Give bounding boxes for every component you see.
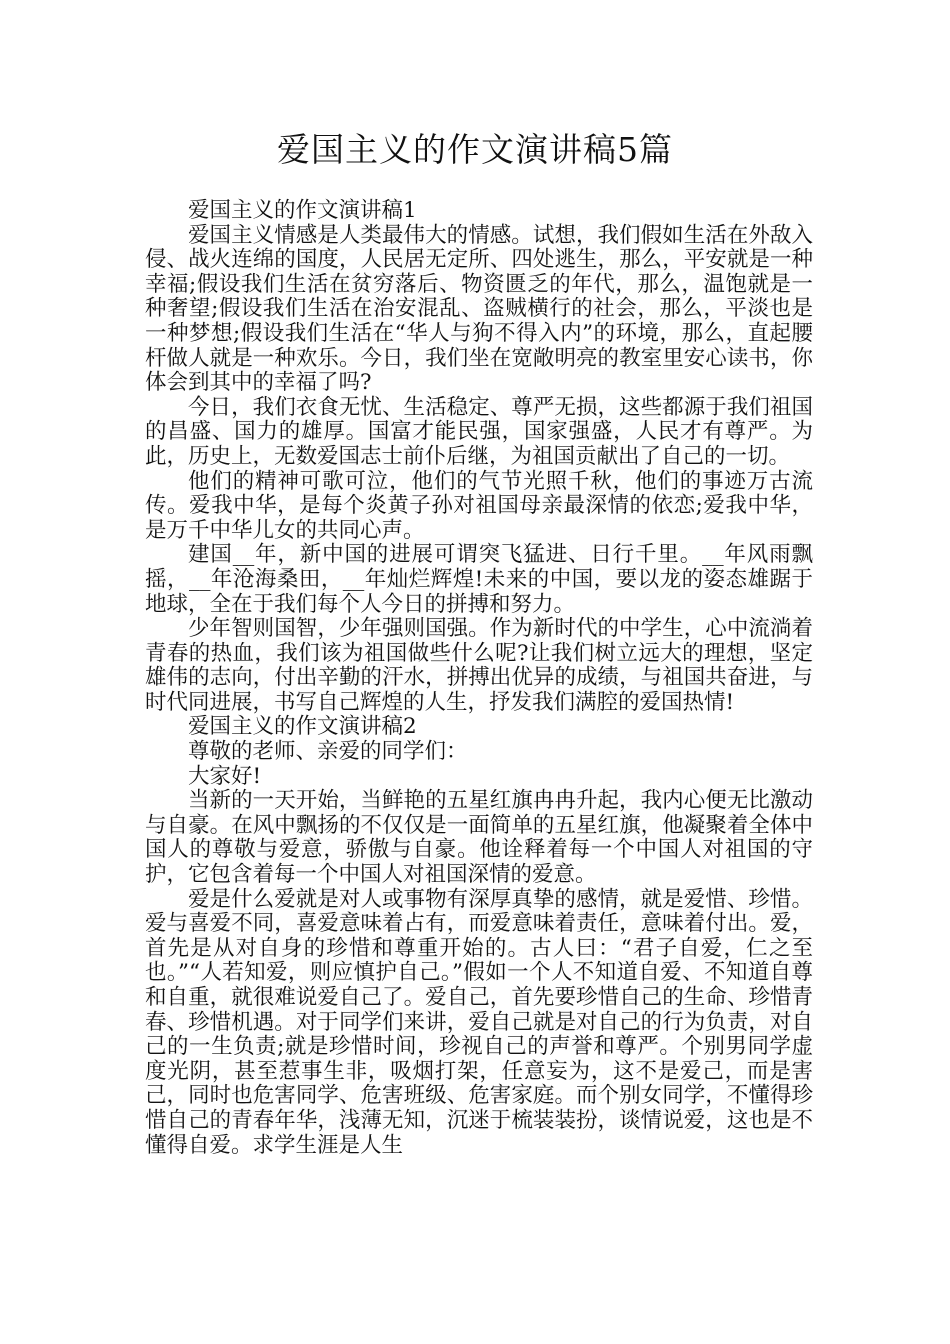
document-title: 爱国主义的作文演讲稿5篇 bbox=[277, 130, 673, 169]
paragraph: 爱国主义情感是人类最伟大的情感。试想，我们假如生活在外敌入侵、战火连绵的国度，人民居无定所、四处逃生，那么，平安就是一种幸福;假设我们生活在贫穷落后、物资匮乏的年代，那么，温饱就是一种奢望;假设我们生活在治安混乱、盗贼横行的社会，那么，平淡也是一种梦想;假设我们生活在“华人与狗不得入内”的环境，那么，直起腰杆做人就是一种欢乐。今日，我们坐在宽敞明亮的教室里安心读书，你体会到其中的幸福了吗? bbox=[145, 222, 813, 396]
section-heading-1: 爱国主义的作文演讲稿1 bbox=[188, 198, 417, 223]
paragraph: 当新的一天开始，当鲜艳的五星红旗冉冉升起，我内心便无比激动与自豪。在风中飘扬的不仅仅是一面简单的五星红旗，他凝聚着全体中国人的尊敬与爱意，骄傲与自豪。他诠释着每一个中国人对祖国的守护，它包含着每一个中国人对祖国深情的爱意。 bbox=[145, 788, 813, 888]
paragraph: 他们的精神可歌可泣，他们的气节光照千秋，他们的事迹万古流传。爱我中华，是每个炎黄子孙对祖国母亲最深情的依恋;爱我中华，是万千中华儿女的共同心声。 bbox=[145, 468, 813, 543]
paragraph: 少年智则国智，少年强则国强。作为新时代的中学生，心中流淌着青春的热血，我们该为祖国做些什么呢?让我们树立远大的理想，坚定雄伟的志向，付出辛勤的汗水，拼搏出优异的成绩，与祖国共奋进，与时代同进展，书写自己辉煌的人生，抒发我们满腔的爱国热情! bbox=[145, 616, 813, 715]
paragraph: 今日，我们衣食无忧、生活稳定、尊严无损，这些都源于我们祖国的昌盛、国力的雄厚。国富才能民强，国家强盛，人民才有尊严。为此，历史上，无数爱国志士前仆后继，为祖国贡献出了自己的一切。 bbox=[145, 394, 813, 469]
document-body bbox=[145, 199, 813, 1158]
paragraph: 建国__年，新中国的进展可谓突飞猛进、日行千里。__年风雨飘摇，__年沧海桑田，__年灿烂辉煌!未来的中国，要以龙的姿态雄踞于地球，全在于我们每个人今日的拼搏和努力。 bbox=[145, 542, 813, 617]
paragraph: 爱是什么爱就是对人或事物有深厚真挚的感情，就是爱惜、珍惜。爱与喜爱不同，喜爱意味着占有，而爱意味着责任，意味着付出。爱，首先是从对自身的珍惜和尊重开始的。古人曰：“君子自爱，仁之至也。”“人若知爱，则应慎护自己。”假如一个人不知道自爱、不知道自尊和自重，就很难说爱自己了。爱自己，首先要珍惜自己的生命、珍惜青春、珍惜机遇。对于同学们来讲，爱自己就是对自己的行为负责，对自己的一生负责;就是珍惜时间，珍视自己的声誉和尊严。个别男同学虚度光阴，甚至惹事生非，吸烟打架，任意妄为，这不是爱己，而是害己，同时也危害同学、危害班级、危害家庭。而个别女同学，不懂得珍惜自己的青春年华，浅薄无知，沉迷于梳装装扮，谈情说爱，这也是不懂得自爱。求学生涯是人生 bbox=[145, 886, 813, 1158]
section-heading-2: 爱国主义的作文演讲稿2 bbox=[188, 714, 417, 740]
greeting: 大家好! bbox=[188, 763, 262, 789]
salutation: 尊敬的老师、亲爱的同学们： bbox=[188, 739, 468, 765]
